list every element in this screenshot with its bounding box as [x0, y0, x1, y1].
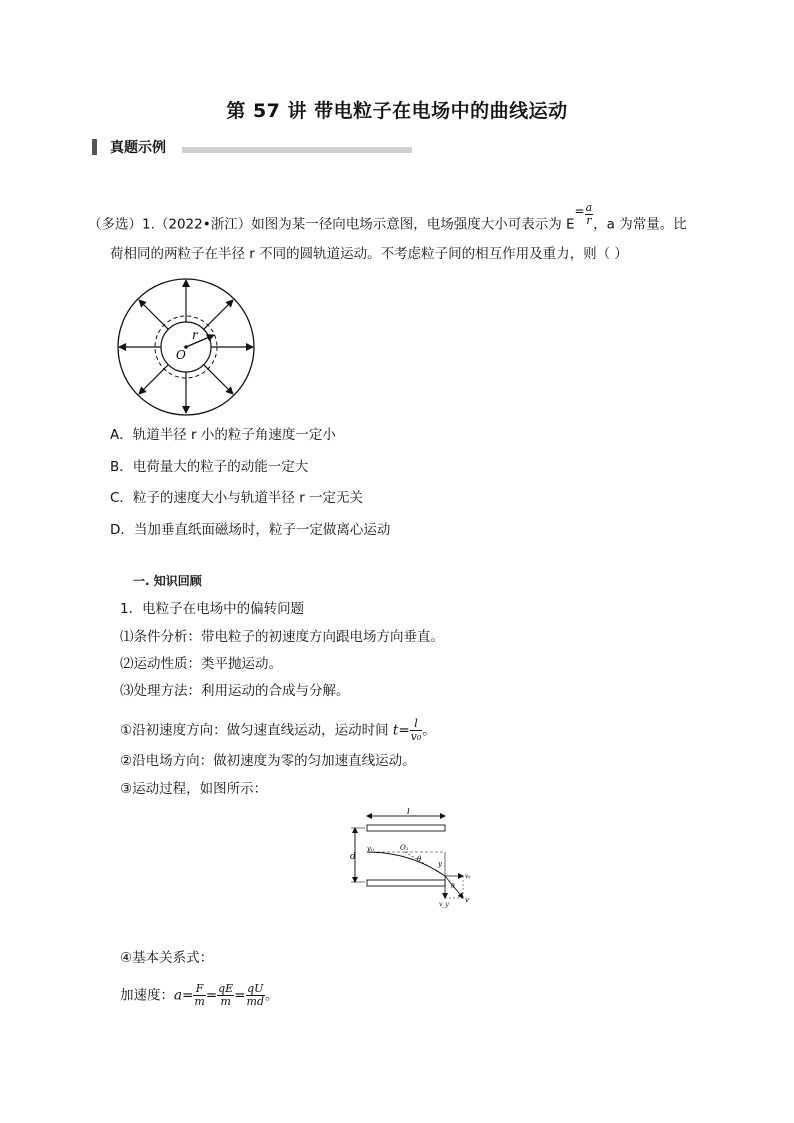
- center-label: O: [176, 348, 186, 362]
- section-marker: [92, 139, 97, 155]
- review-nature: ⑵运动性质：类平抛运动。: [120, 656, 282, 672]
- accel-eq-3: =: [234, 987, 246, 1004]
- gap-label: d: [350, 852, 356, 862]
- time-den: v₀: [410, 730, 422, 743]
- point-1-end: 。: [422, 722, 436, 739]
- o1-label: O₁: [400, 844, 409, 852]
- v-label: v: [465, 896, 469, 904]
- review-point-4: ④基本关系式：: [120, 950, 214, 966]
- accel-eq-2: =: [205, 987, 218, 1004]
- fraction-denominator: r: [586, 214, 592, 227]
- question-prefix: （多选）1.（2022•浙江）如图为某一径向电场示意图，电场强度大小可表示为 E: [88, 216, 575, 233]
- accel-f1-den: m: [194, 995, 205, 1008]
- review-method: ⑶处理方法：利用运动的合成与分解。: [120, 683, 350, 699]
- section-label: 真题示例: [110, 140, 166, 156]
- accel-frac-3: [246, 983, 265, 1008]
- theta-label: θ: [417, 855, 422, 863]
- accel-f3-den: md: [246, 995, 264, 1008]
- section-rule: [182, 147, 412, 153]
- review-heading: 一. 知识回顾: [133, 574, 202, 588]
- time-var: t: [392, 722, 399, 739]
- accel-f1-num: F: [195, 982, 204, 995]
- y-label: y: [438, 860, 442, 868]
- top-plate: [367, 825, 445, 831]
- deflection-figure: [345, 808, 480, 908]
- point-1-text: ①沿初速度方向：做匀速直线运动，运动时间: [120, 722, 389, 739]
- radius-label: r: [192, 328, 198, 342]
- accel-var: a: [174, 987, 183, 1004]
- review-point-1: [120, 718, 436, 743]
- accel-eq-1: =: [182, 987, 194, 1004]
- radial-field-figure: [110, 278, 265, 418]
- bottom-plate: [367, 880, 445, 886]
- review-point-3: ③运动过程，如图所示：: [120, 781, 268, 797]
- question-equals: =: [574, 203, 585, 218]
- acceleration-formula: [120, 983, 279, 1008]
- accel-end: 。: [265, 987, 279, 1004]
- accel-f2-den: m: [217, 995, 234, 1008]
- vx-label: vₓ: [465, 873, 471, 880]
- vy-label: v_y: [439, 901, 449, 908]
- review-item-1: 1．电粒子在电场中的偏转问题: [120, 601, 305, 617]
- question-suffix: ，a 为常量。比: [593, 216, 687, 233]
- accel-frac-2: [217, 983, 234, 1008]
- page-title: 第 57 讲 带电粒子在电场中的曲线运动: [226, 100, 568, 122]
- time-num: l: [414, 717, 418, 730]
- accel-f3-num: qU: [247, 982, 264, 995]
- question-line-1: [88, 201, 687, 237]
- question-line-2: 荷相同的两粒子在半径 r 不同的圆轨道运动。不考虑粒子间的相互作用及重力，则（ ）: [110, 246, 628, 262]
- question-fraction: [585, 202, 594, 227]
- time-fraction: [410, 718, 423, 743]
- review-point-2: ②沿电场方向：做初速度为零的匀加速直线运动。: [120, 753, 416, 769]
- accel-label: 加速度：: [120, 987, 174, 1004]
- option-c: C．粒子的速度大小与轨道半径 r 一定无关: [110, 490, 364, 506]
- option-d: D．当加垂直纸面磁场时，粒子一定做离心运动: [110, 522, 391, 538]
- option-b: B．电荷量大的粒子的动能一定大: [110, 459, 309, 475]
- accel-frac-1: [193, 983, 205, 1008]
- review-condition: ⑴条件分析：带电粒子的初速度方向跟电场方向垂直。: [120, 629, 444, 645]
- accel-f2-num: qE: [218, 982, 234, 995]
- option-a: A．轨道半径 r 小的粒子角速度一定小: [110, 427, 336, 443]
- v0-label: v₀: [367, 845, 374, 853]
- trajectory: [367, 852, 445, 876]
- fraction-numerator: a: [585, 201, 593, 214]
- theta-exit-label: θ: [451, 883, 455, 890]
- length-label: l: [407, 808, 410, 817]
- time-eq: =: [398, 722, 410, 739]
